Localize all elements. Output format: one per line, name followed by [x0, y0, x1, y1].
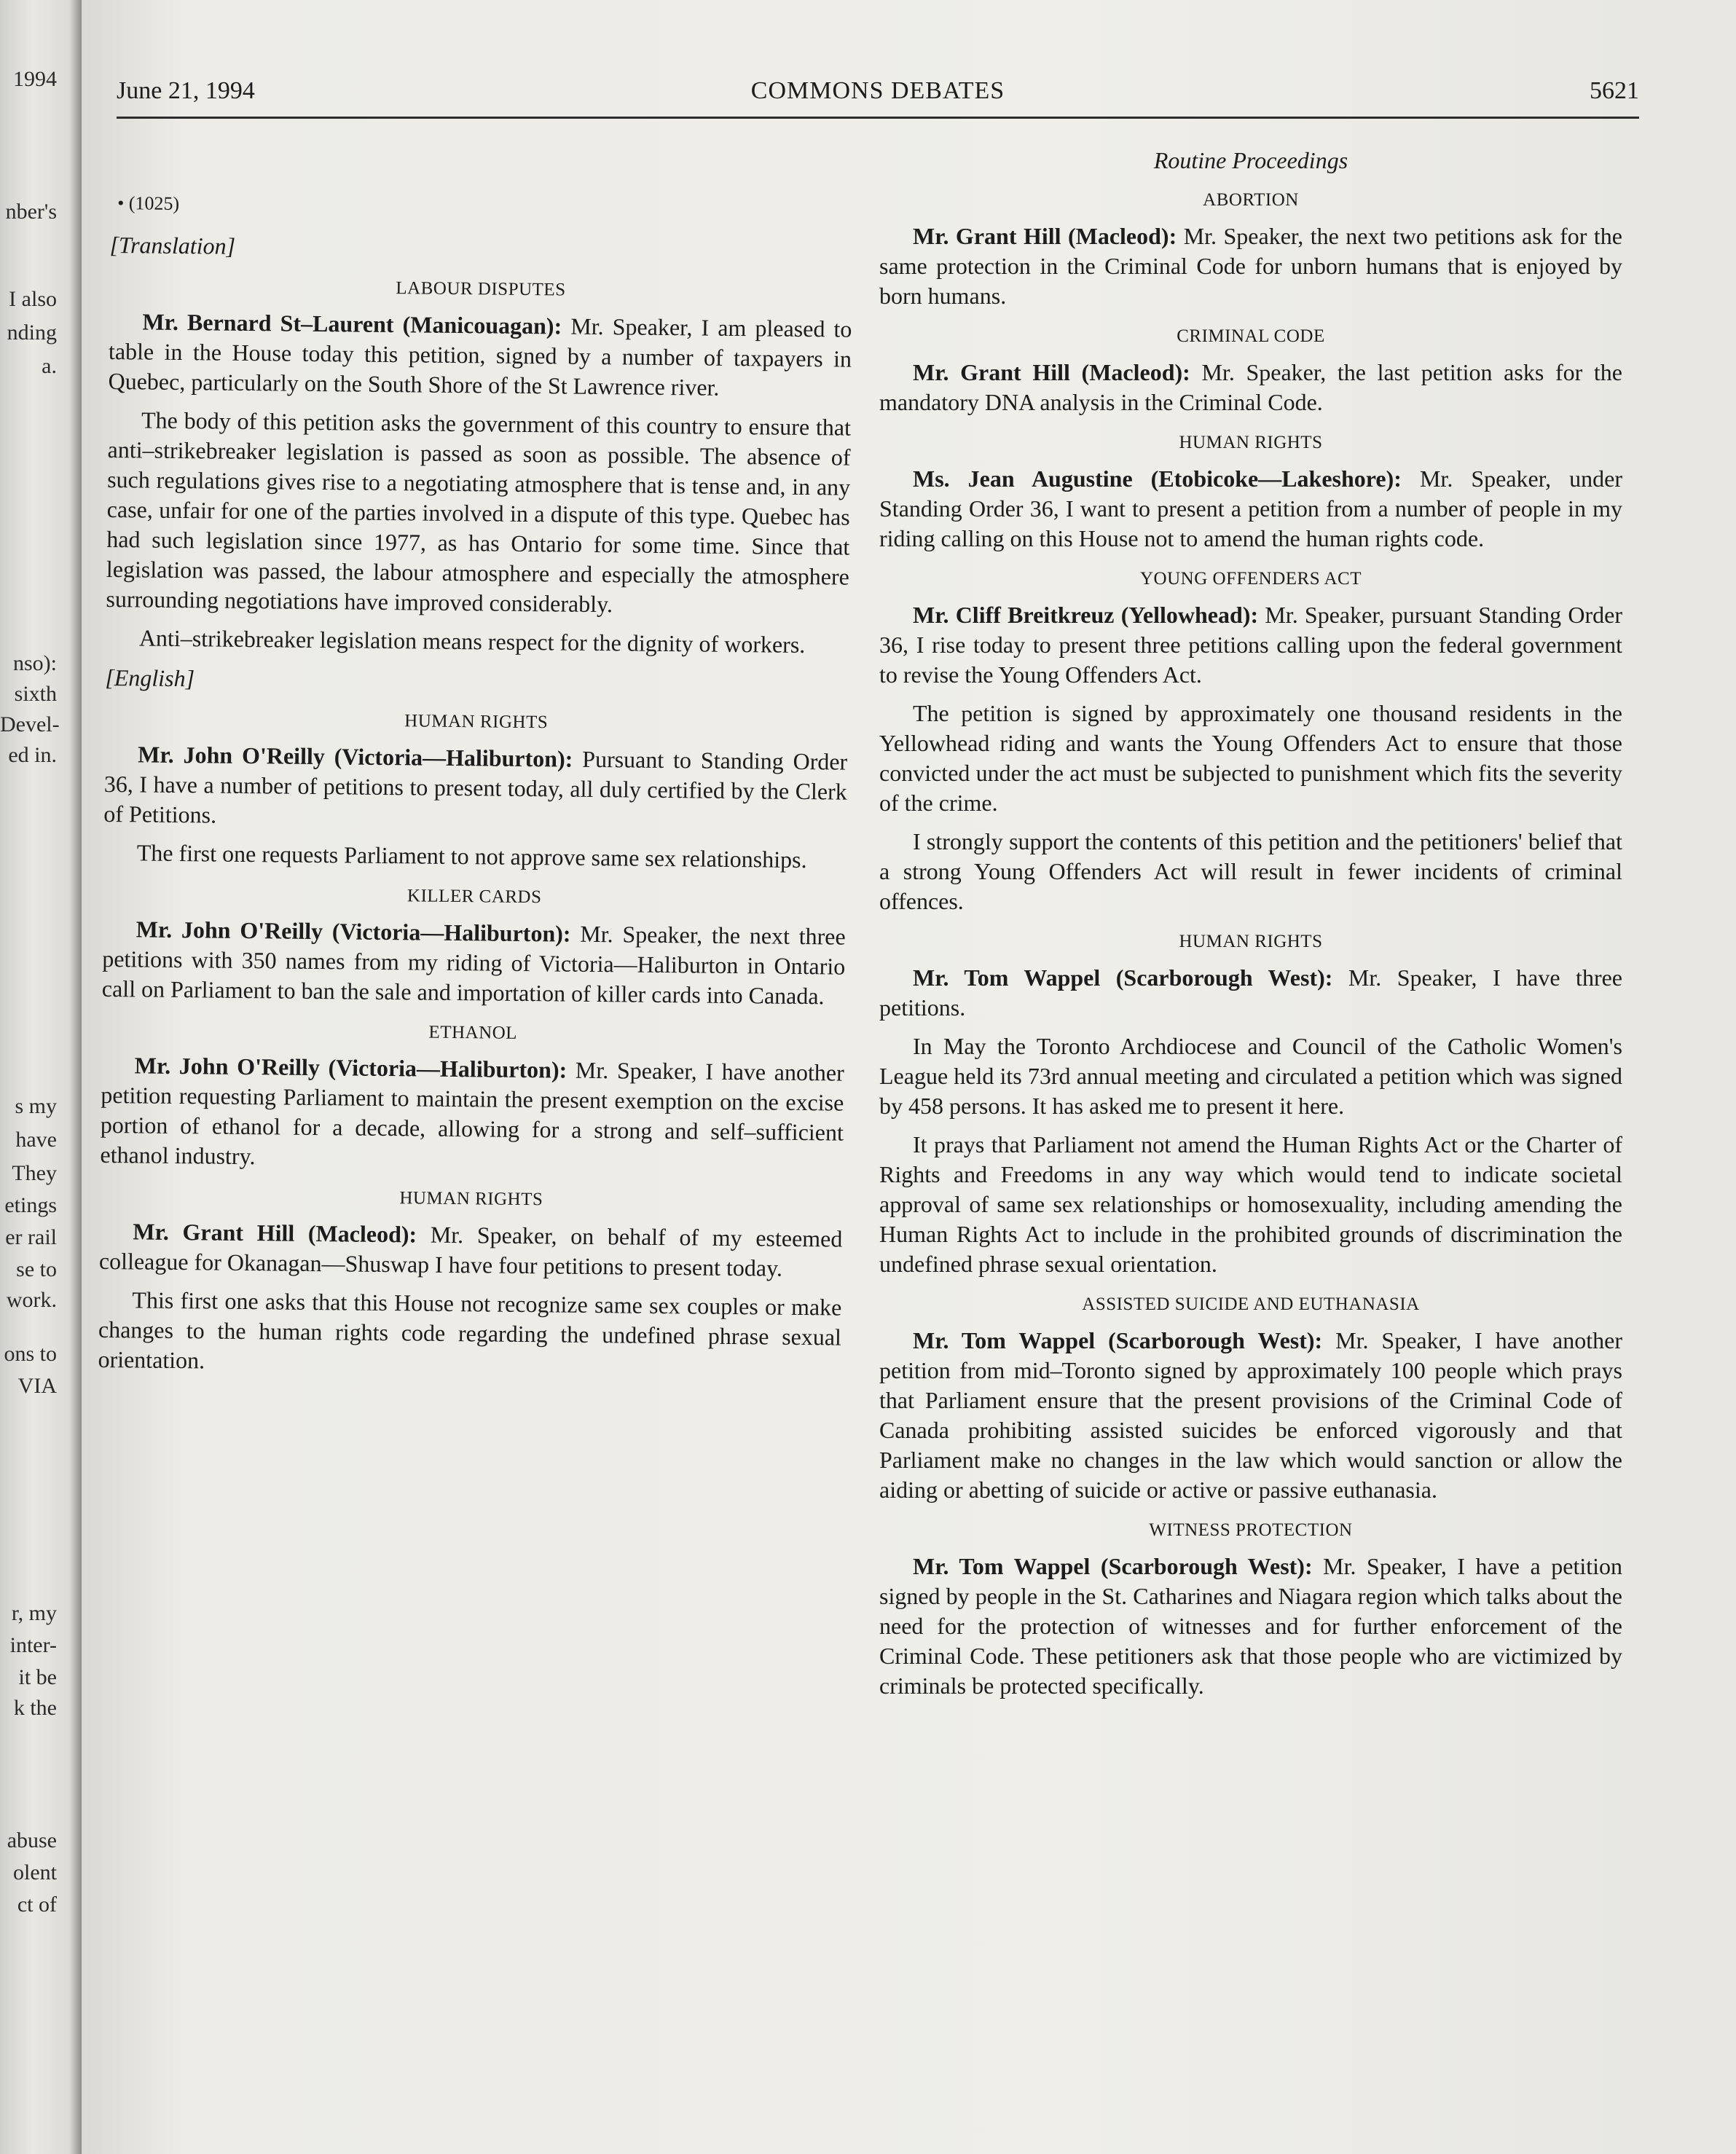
speaker-name: Mr. John O'Reilly (Victoria—Haliburton): — [138, 741, 573, 772]
speaker-name: Mr. Grant Hill (Macleod): — [913, 359, 1190, 385]
speaker-name: Mr. Tom Wappel (Scarborough West): — [913, 1327, 1323, 1353]
spine-fragment: etings — [4, 1193, 57, 1217]
speech-text: Mr. Speaker, the last petition asks for the mandatory DNA analysis in the Criminal Code. — [879, 359, 1622, 415]
english-label: [English] — [105, 664, 195, 692]
paragraph — [103, 739, 847, 837]
speech-text: Mr. Speaker, I have another petition requesting Parliament to maintain the present exemption on the excise portion of ethanol for a decade, allowing for a strong and self–sufficient ethanol industry. — [100, 1056, 844, 1170]
spine-fragment: r, my — [11, 1601, 57, 1625]
section-heading: HUMAN RIGHTS — [404, 711, 549, 733]
document-page — [82, 0, 1736, 2154]
section-heading: ABORTION — [1203, 190, 1299, 210]
speech-text: Mr. Speaker, I am pleased to table in the House today this petition, signed by a number of taxpayers in Quebec, particularly on the South Shore of the St Lawrence river. — [108, 313, 852, 401]
speaker-name: Mr. Tom Wappel (Scarborough West): — [913, 964, 1333, 991]
speech-text: Pursuant to Standing Order 36, I have a number of petitions to present today, all duly certified by the Clerk of Petitions. — [103, 745, 848, 828]
spine-fragment: 1994 — [13, 67, 57, 91]
section-heading: HUMAN RIGHTS — [1179, 433, 1323, 452]
speech-text: Mr. Speaker, the next three petitions with 350 names from my riding of Victoria—Haliburton in Ontario call on Parliament to ban the sale and importation of killer cards into Canada. — [101, 920, 846, 1010]
paragraph — [879, 600, 1622, 690]
spine-fragment: have — [15, 1128, 57, 1152]
spine-fragment: nso): — [13, 651, 57, 675]
section-heading: KILLER CARDS — [406, 886, 542, 908]
spine-fragment: ct of — [17, 1892, 57, 1917]
section-heading: HUMAN RIGHTS — [399, 1188, 543, 1210]
spine-fragment: olent — [13, 1860, 57, 1884]
speech-text: Mr. Speaker, I have three petitions. — [879, 964, 1623, 1021]
section-heading: CRIMINAL CODE — [1177, 326, 1325, 346]
spine-fragment: sixth — [14, 682, 57, 706]
spine-fragment: inter- — [9, 1633, 57, 1657]
left-column — [98, 146, 854, 1391]
paragraph — [100, 1050, 844, 1178]
speech-text: Mr. Speaker, the next two petitions ask for the same protection in the Criminal Code for unborn humans that is enjoyed by born humans. — [879, 223, 1622, 309]
paragraph: The petition is signed by approximately one thousand residents in the Yellowhead riding and wants the Young Offenders Act to ensure that those convicted under the act must be subjected to punishment which fits the severity of the crime. — [879, 700, 1622, 816]
spine-fragment: k the — [13, 1696, 57, 1720]
spine-fragment: a. — [42, 354, 57, 378]
paragraph — [99, 1216, 843, 1284]
paragraph: I strongly support the contents of this petition and the petitioners' belief that a strong Young Offenders Act will result in fewer incidents of criminal offences. — [879, 828, 1622, 914]
speech-text: Mr. Speaker, I have a petition signed by people in the St. Catharines and Niagara region which talks about the need for the protection of witnesses and for further enforcement of the Criminal Code. These petitioners ask that those people who are victimized by criminals be protected specifically. — [879, 1553, 1622, 1699]
section-heading: YOUNG OFFENDERS ACT — [1140, 569, 1362, 589]
right-column — [879, 146, 1622, 1710]
header-date: June 21, 1994 — [117, 77, 255, 104]
paragraph — [879, 1326, 1622, 1505]
spine-fragment: ed in. — [8, 743, 57, 767]
section-heading: ASSISTED SUICIDE AND EUTHANASIA — [1082, 1294, 1420, 1314]
translation-label: [Translation] — [109, 231, 236, 259]
paragraph — [879, 358, 1622, 417]
spine-fragment: I also — [9, 287, 57, 311]
spine-fragment: se to — [16, 1257, 57, 1281]
spine-fragment: nber's — [5, 200, 57, 224]
spine-fragment: ons to — [4, 1342, 57, 1366]
speaker-name: Mr. Bernard St–Laurent (Manicouagan): — [142, 308, 562, 339]
speaker-name: Mr. Tom Wappel (Scarborough West): — [913, 1553, 1313, 1579]
paragraph: In May the Toronto Archdiocese and Council of the Catholic Women's League held its 73rd annual meeting and circulated a petition which was signed by 458 persons. It has asked me to present it here. — [879, 1033, 1622, 1119]
paragraph — [879, 221, 1622, 311]
header-title: COMMONS DEBATES — [750, 77, 1005, 104]
speech-text: Mr. Speaker, on behalf of my esteemed colleague for Okanagan—Shuswap I have four petitions to present today. — [98, 1221, 843, 1281]
paragraph: The body of this petition asks the government of this country to ensure that anti–strikebreaker legislation is passed as soon as possible. The absence of such regulations gives rise to a negotiating atmosphere that is tense and, in any case, unfair for one of the parties involved in a dispute of this type. Quebec has had such legislation since 1977, as has Ontario for some time. Since that legislation was passed, the labour atmosphere and especially the atmosphere surrounding negotiations have improved considerably. — [106, 406, 852, 618]
spine-fragment: it be — [18, 1665, 57, 1689]
spine-fragment: VIA — [17, 1374, 57, 1398]
paragraph — [879, 1552, 1622, 1701]
page-number: 5621 — [1590, 77, 1639, 104]
speaker-name: Mr. Cliff Breitkreuz (Yellowhead): — [913, 602, 1259, 628]
paragraph: Anti–strikebreaker legislation means respect for the dignity of workers. — [138, 624, 806, 659]
timestamp: • (1025) — [117, 192, 180, 214]
paragraph — [108, 307, 852, 404]
section-heading: LABOUR DISPUTES — [396, 278, 566, 300]
speaker-name: Mr. John O'Reilly (Victoria—Haliburton): — [135, 916, 571, 947]
adjacent-page-edge — [0, 0, 82, 2154]
spine-fragment: abuse — [7, 1828, 57, 1852]
speech-text: Mr. Speaker, pursuant Standing Order 36, I rise today to present three petitions calling upon the federal government to revise the Young Offenders Act. — [879, 602, 1623, 688]
speaker-name: Mr. John O'Reilly (Victoria—Haliburton): — [134, 1052, 567, 1083]
section-heading: HUMAN RIGHTS — [1179, 932, 1323, 951]
spine-fragment: s my — [15, 1094, 57, 1118]
spine-fragment: Devel- — [0, 712, 60, 736]
spine-fragment: nding — [7, 321, 57, 345]
spine-fragment: They — [12, 1161, 57, 1185]
section-heading: WITNESS PROTECTION — [1149, 1520, 1353, 1540]
paragraph: The first one requests Parliament to not approve same sex relationships. — [136, 839, 807, 873]
paragraph: It prays that Parliament not amend the Human Rights Act or the Charter of Rights and Freedoms in any way which would tend to indicate societal approval of same sex relationships or homosexuality, including amending the Human Rights Act to include in the prohibited grounds of discrimination the undefined phrase sexual orientation. — [879, 1131, 1622, 1277]
running-head: Routine Proceedings — [1153, 147, 1348, 173]
spine-fragment: er rail — [5, 1225, 57, 1249]
speaker-name: Mr. Grant Hill (Macleod): — [913, 223, 1177, 249]
paragraph — [879, 464, 1622, 554]
paragraph — [102, 914, 846, 1012]
running-header — [117, 73, 1639, 119]
speech-text: Mr. Speaker, under Standing Order 36, I want to present a petition from a number of people in my riding calling on this House not to amend the human rights code. — [879, 465, 1623, 551]
speech-text: Mr. Speaker, I have another petition from mid–Toronto signed by approximately 100 people which prays that Parliament ensure that the present provisions of the Criminal Code of Canada prohibiting assisted suicides be enforced vigorously and that Parliament make no changes in the law which would sanction or allow the aiding or abetting of suicide or active or passive euthanasia. — [879, 1327, 1623, 1503]
speaker-name: Ms. Jean Augustine (Etobicoke—Lakeshore): — [913, 465, 1402, 492]
paragraph: This first one asks that this House not recognize same sex couples or make changes to the human rights code regarding the undefined phrase sexual orientation. — [98, 1286, 842, 1374]
spine-fragment: work. — [6, 1288, 57, 1312]
section-heading: ETHANOL — [428, 1022, 518, 1043]
paragraph — [879, 963, 1622, 1023]
speaker-name: Mr. Grant Hill (Macleod): — [133, 1218, 417, 1248]
